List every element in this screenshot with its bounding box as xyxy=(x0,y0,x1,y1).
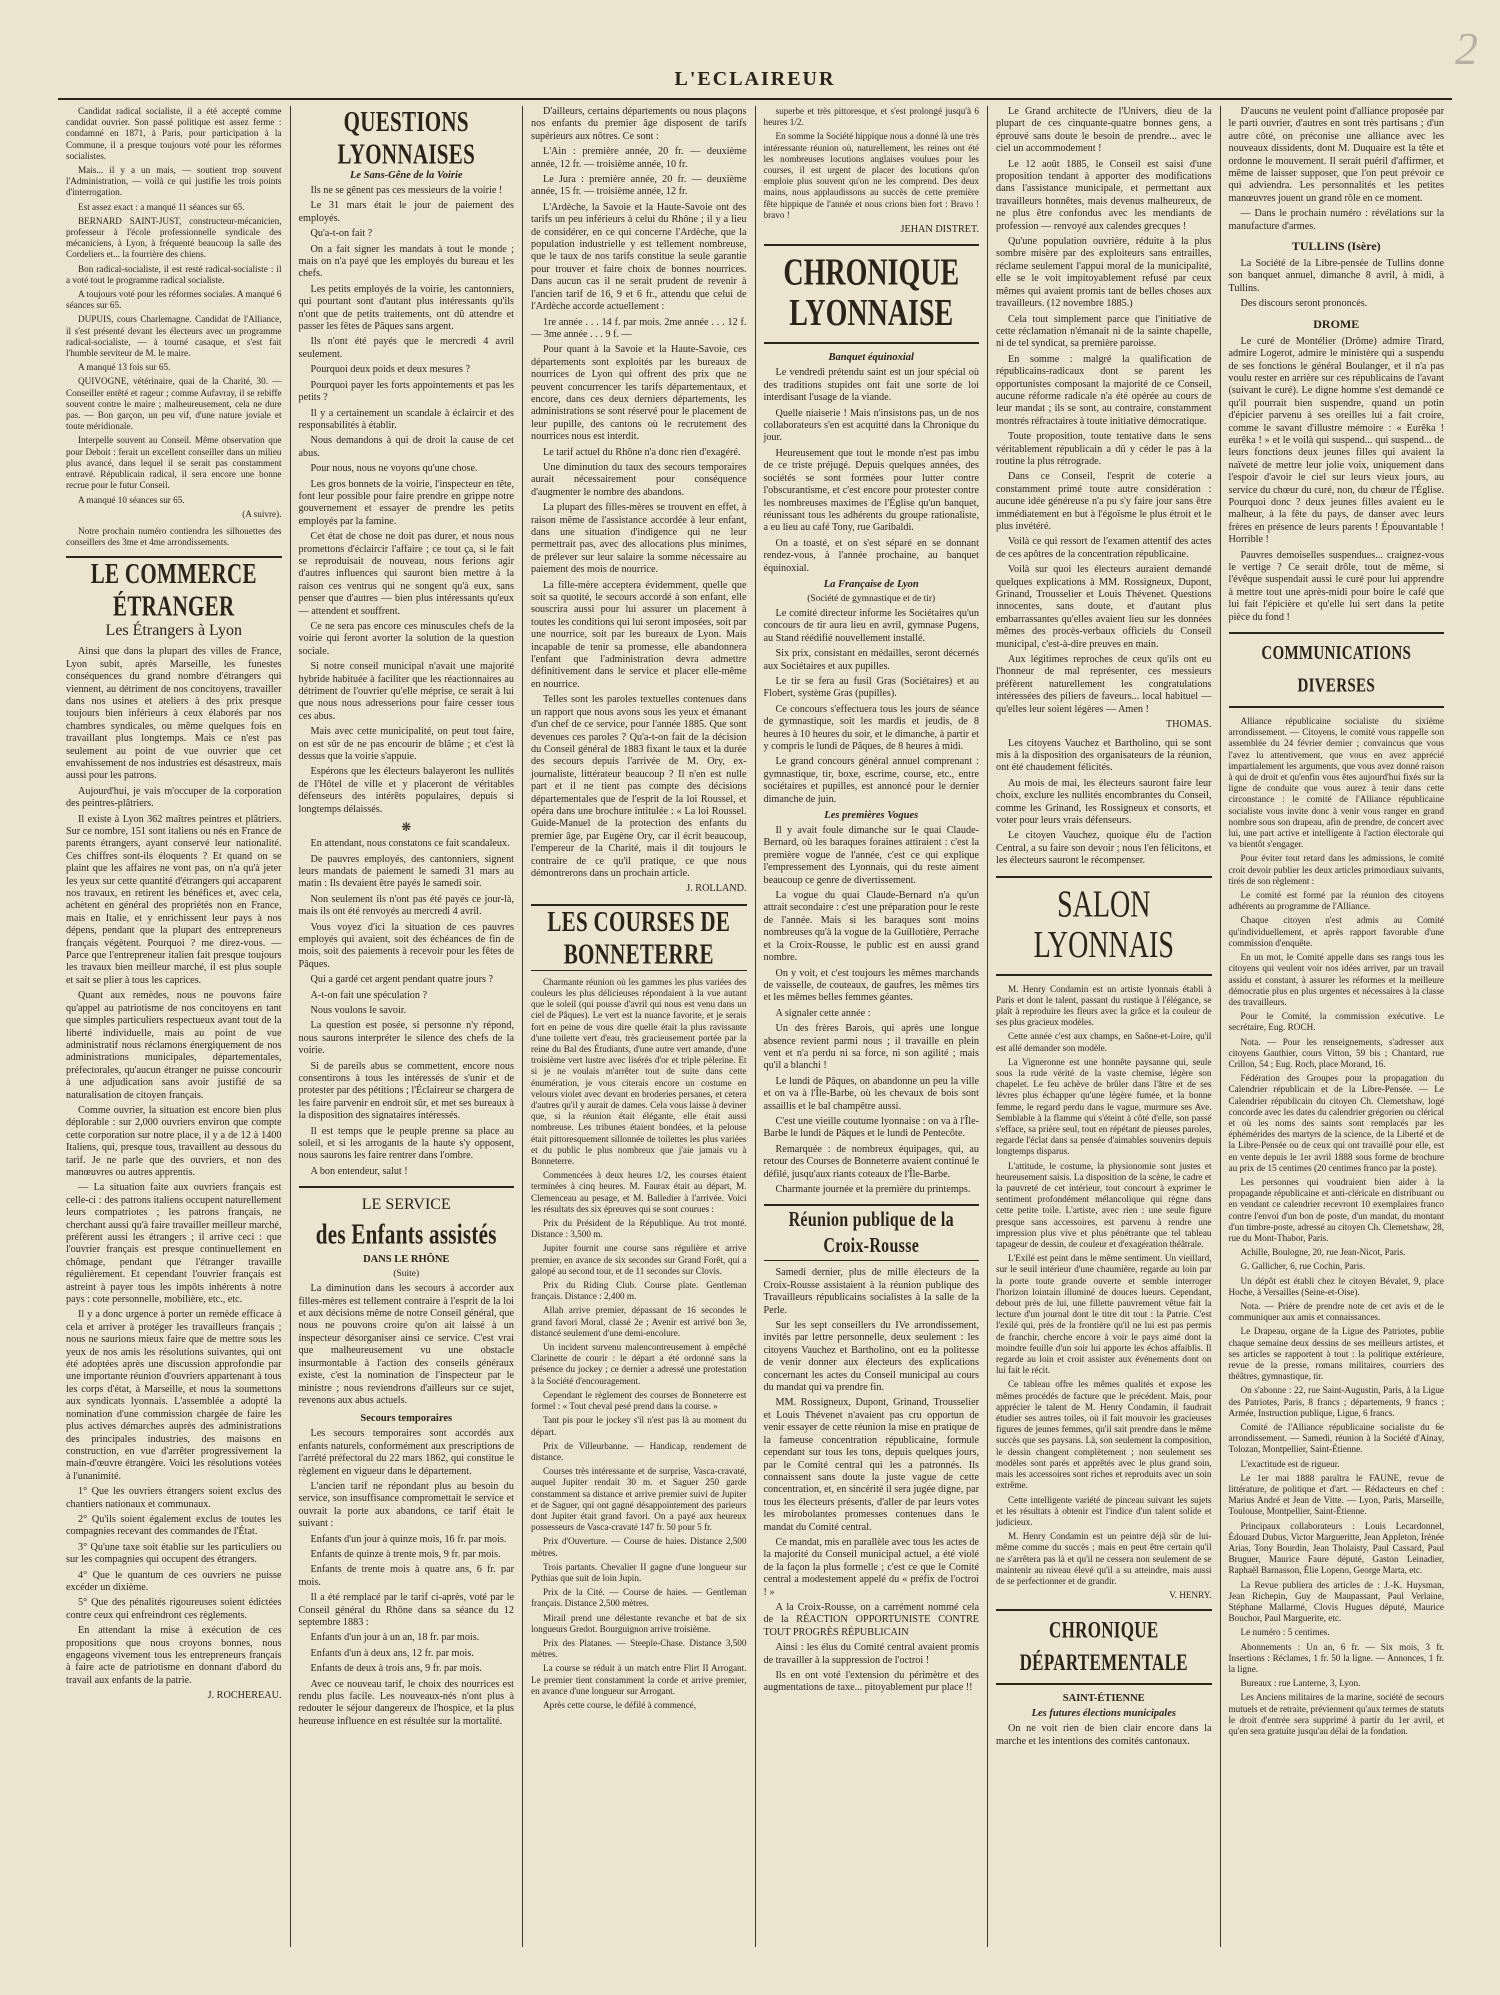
paragraph: M. Henry Condamin est un peintre déjà sûr de lui-même comme du succès ; mais en peut être certain qu'il ne s'arrêtera pas là et qu'il ne cessera non seulement de se maintenir au niveau élevé qu'il a su atteindre, mais aussi de se perfectionner et de grandir. xyxy=(996,1531,1212,1586)
paragraph: Pourquoi payer les forts appointements et pas les petits ? xyxy=(298,379,514,404)
paragraph: Cet état de chose ne doit pas durer, et nous nous promettons d'éclaircir l'affaire ; ce tout ça, si le fait se reproduisait de nouveau, nous ferions agir d'autres influences qui sauront bien mettre à la raison ces ventrus qui ne songent qu'à eux, sans penser que d'autres — bien plus intéressants qu'eux — attendent et souffrent. xyxy=(298,531,514,617)
paragraph: Un des frères Barois, qui après une longue absence revient parmi nous ; il travaille en plein vent et n'a perdu ni sa force, ni son agilité ; mais qu'il a blanchi ! xyxy=(763,1023,979,1072)
paragraph: La plupart des filles-mères se trouvent en effet, à raison même de l'assistance accordée à leur enfant, dans une situation d'indigence qui ne leur permettrait pas, avec des allocations plus minimes, de prélever sur leur salaire la somme nécessaire au paiement des mois de nourrice. xyxy=(531,502,747,576)
paragraph: Nota. — Prière de prendre note de cet avis et de le communiquer aux amis et connaissances. xyxy=(1228,1300,1444,1323)
paragraph: Le vendredi prétendu saint est un jour spécial où des traditions stupides ont fait une sorte de loi interdisant l'usage de la viande. xyxy=(763,367,979,404)
paragraph: En somme la Société hippique nous a donné là une très intéressante réunion où, naturellement, les reines ont été les nombreuses locutions anglaises voulues pour les courses, il est urgent de placer des locutions qu'on emploie plus souvent qu'on ne les comprend. Des deux mains, nous applaudissons au succès de cette première fête hippique de l'année et nous crions bien fort : Bravo ! bravo ! xyxy=(763,131,979,220)
paragraph: L'Ardèche, la Savoie et la Haute-Savoie ont des tarifs un peu inférieurs à celui du Rhône ; il y a lieu de considérer, en ce qui concerne l'Ardèche, que la population industrielle y est tellement nombreuse, que le taux de nos tarifs constitue la seule garantie pour trouver et faire choix de bonnes nourrices. Dans aucun cas il ne serait prudent de revenir à l'ancien tarif de 16, 9 et 6 fr., attendu que celui de l'Ardèche accorde actuellement : xyxy=(531,201,747,313)
paragraph: — Dans le prochain numéro : révélations sur la manufacture d'armes. xyxy=(1228,208,1444,232)
paragraph: Mirail prend une délestante revanche et bat de six longueurs Gredot. Bourguignon arrive troisième. xyxy=(531,1612,747,1634)
newspaper-title: L'ECLAIREUR xyxy=(674,68,836,90)
paragraph: Nota. — Pour les renseignements, s'adresser aux citoyens Gauthier, cours Vitton, 59 bis ; Chantard, rue Crillon, 54 ; Eug. Roch, place Morand, 16. xyxy=(1228,1036,1444,1069)
column-4 xyxy=(756,106,989,1947)
paragraph: Notre prochain numéro contiendra les silhouettes des conseillers des 3me et 4me arrondissements. xyxy=(66,525,282,548)
paragraph: On a toasté, et on s'est séparé en se donnant rendez-vous, à l'année prochaine, au banquet équinoxial. xyxy=(763,537,979,574)
paragraph: Pourquoi deux poids et deux mesures ? xyxy=(310,364,471,376)
divider xyxy=(764,1260,980,1261)
paragraph: Si de pareils abus se commettent, encore nous consentirons à tous les intéressés de s'unir et de protester par des pétitions ; l'Éclaireur se chargera de les faire parvenir en endroit sûr, et met ses bureaux à la disposition des signataires intéressés. xyxy=(298,1060,514,1122)
paragraph: Chaque citoyen n'est admis au Comité qu'individuellement, et après rapport favorable d'une commission d'enquête. xyxy=(1228,915,1444,948)
paragraph: Voilà ce qui ressort de l'examen attentif des actes de ces apôtres de la concentration républicaine. xyxy=(996,536,1212,560)
paragraph: Le citoyen Vauchez, quoique élu de l'action Central, a su faire son devoir ; nous l'en félicitons, et les électeurs sauront le récompenser. xyxy=(996,830,1212,867)
paragraph: Tant pis pour le jockey s'il n'est pas là au moment du départ. xyxy=(531,1415,747,1437)
paragraph: Ils n'ont été payés que le mercredi 4 avril seulement. xyxy=(298,336,514,360)
paragraph: L'exactitude est de rigueur. xyxy=(1240,1458,1340,1469)
paragraph: Qu'une population ouvrière, réduite à la plus sombre misère par des exploiteurs sans entrailles, réclame seulement l'appui moral de la municipalité, elle se le voit impitoyablement refusé par ceux mêmes qui avaient promis tant de belles choses aux travailleurs. (12 novembre 1885.) xyxy=(996,236,1212,310)
paragraph: On s'abonne : 22, rue Saint-Augustin, Paris, à la Ligue des Patriotes, Paris, 8 francs ; départements, 9 francs ; Armée, Instruction publique, Ligue, 6 francs. xyxy=(1228,1385,1444,1418)
paragraph: Six prix, consistant en médailles, seront décernés aux Sociétaires et aux pupilles. xyxy=(763,648,979,672)
article-subtitle: Le Sans-Gêne de la Voirie xyxy=(349,170,463,181)
paragraph: Prix d'Ouverture. — Course de haies. Distance 2,500 mètres. xyxy=(531,1536,747,1558)
paragraph: 1° Que les ouvriers étrangers soient exclus des chantiers nationaux et communaux. xyxy=(66,1486,282,1510)
paragraph: La diminution dans les secours à accorder aux filles-mères est tellement contraire à l'esprit de la loi et aux décisions même de notre Conseil général, que nous ne pouvons croire qu'on ait laissé à un inspecteur désorganiser ainsi ce service. C'est vrai que malheureusement vu une obstacle insurmontable à l'action des conseils généraux existe, c'est la nomination de l'inspecteur par le ministre ; nous reviendrons d'ailleurs sur ce sujet, revenons aux abus actuels. xyxy=(298,1283,514,1406)
paragraph: Le 12 août 1885, le Conseil est saisi d'une proposition tendant à apporter des modifications dans l'assistance municipale, et permettant aux travailleurs honnêtes, mais devenus malheureux, de ne plus être confondus avec les mendiants de profession — renvoyé aux calendes grecques ! xyxy=(996,158,1212,232)
paragraph: Le numéro : 5 centimes. xyxy=(1240,1627,1330,1638)
paragraph: DUPUIS, cours Charlemagne. Candidat de l'Alliance, il s'est présenté devant les électeurs avec un programme radical-socialiste, — à tourné casaque, et s'est fait l'humble serviteur de M. le maire. xyxy=(66,314,282,359)
paragraph: Au mois de mai, les électeurs sauront faire leur choix, exclure les nullités encombrantes du Conseil, comme les Grinand, les Rossigneux et consorts, et voter pour leurs vrais défenseurs. xyxy=(996,777,1212,826)
paragraph: Une diminution du taux des secours temporaires aurait nécessairement pour conséquence d'augmenter le nombre des abandons. xyxy=(531,461,747,498)
paragraph: La question est posée, si personne n'y répond, nous saurons interpréter le silence des chefs de la voirie. xyxy=(298,1020,514,1057)
paragraph: Jupiter fournit une course sans régulière et arrive premier, en avance de six secondes sur Grand Forêt, qui a galopé au second tour, et de 11 secondes sur Clovis. xyxy=(531,1243,747,1276)
paragraph: Prix du Riding Club. Course plate. Gentleman français. Distance : 2,400 m. xyxy=(531,1280,747,1302)
paragraph: Il y avait foule dimanche sur le quai Claude-Bernard, où les baraques foraines attiraient : c'est la première vogue de l'année, c'est ce qui explique l'empressement des Lyonnais, qui du reste aiment beaucoup ce genre de divertissement. xyxy=(763,825,979,886)
paragraph: Cette intelligente variété de pinceau suivant les sujets et les résultats à obtenir est l'indice d'un talent solide et judicieux. xyxy=(996,1494,1212,1527)
paragraph: La Revue publiera des articles de : J.-K. Huysman, Jean Richepin, Guy de Maupassant, Paul Verlaine, Stéphane Mallarmé, Clovis Hugues député, Maurice Bouchor, Paul Marguerite, etc. xyxy=(1228,1579,1444,1624)
paragraph: Qui a gardé cet argent pendant quatre jours ? xyxy=(310,974,494,986)
paragraph: Qu'a-t-on fait ? xyxy=(310,228,373,240)
paragraph: Comme ouvrier, la situation est encore bien plus déplorable : sur 2,000 ouvriers environ que compte cette corporation sur notre place, il y a de 12 à 1400 Italiens, qui, presque tous, travaillent au dessous du tarif. Je ne parle que des ouvriers, et non des manœuvres ou autres apprentis. xyxy=(66,1104,282,1178)
article-title-salon: SALON LYONNAIS xyxy=(1033,883,1174,967)
column-6 xyxy=(1221,106,1453,1947)
paragraph: Prix de la Cité. — Course de haies. — Gentleman français. Distance 2,500 mètres. xyxy=(531,1587,747,1609)
paragraph: Il est temps que le peuple prenne sa place au soleil, et si les arrogants de la haute s'y opposent, nous saurons les faire rentrer dans l'ombre. xyxy=(298,1125,514,1162)
paragraph: Le tir se fera au fusil Gras (Sociétaires) et au Flobert, système Gras (pupilles). xyxy=(763,675,979,700)
section-title: DROME xyxy=(1313,316,1360,331)
paragraph: Un dépôt est établi chez le citoyen Bévalet, 9, place Hoche, à Versailles (Seine-et-Oise). xyxy=(1228,1275,1444,1297)
paragraph: L'Ain : première année, 20 fr. — deuxième année, 12 fr. — troisième année, 10 fr. xyxy=(531,146,747,170)
signature: J. ROCHEREAU. xyxy=(207,1690,282,1702)
paragraph: Interpelle souvent au Conseil. Même observation que pour Deboit : ferait un excellent conseiller dans un milieu plus avancé, dans lequel il se serait pas constamment entravé. Républicain radical, il sera encore une bonne recrue pour le futur Conseil. xyxy=(66,435,282,491)
paragraph: Quelle niaiserie ! Mais n'insistons pas, un de nos collaborateurs s'en est acquitté dans la Chronique du jour. xyxy=(763,407,979,444)
paragraph: Pour le Comité, la commission exécutive. Le secrétaire, Eug. ROCH. xyxy=(1228,1011,1444,1033)
paragraph: Vous voyez d'ici la situation de ces pauvres employés qui avaient, soit des échéances de fin de mois, soit des paiements à recevoir pour les fêtes de Pâques. xyxy=(298,921,514,970)
paragraph: Il y a certainement un scandale à éclaircir et des responsabilités à établir. xyxy=(298,407,514,431)
article-subtitle: DANS LE RHÔNE xyxy=(363,1254,450,1266)
column-3 xyxy=(523,106,756,1947)
paragraph: Samedi dernier, plus de mille électeurs de la Croix-Rousse assistaient à la réunion publique des Travailleurs républicains socialistes à la salle de la Perle. xyxy=(763,1267,979,1316)
paragraph: La vogue du quai Claude-Bernard n'a qu'un attrait secondaire : c'est une préparation pour le reste de l'année. Mais si les baraques sont moins nombreuses qu'à la vogue de la Guillotière, Perrache et la Croix-Rousse, le public est en aussi grand nombre. xyxy=(763,890,979,964)
paragraph: Abonnements : Un an, 6 fr. — Six mois, 3 fr. Insertions : Réclames, 1 fr. 50 la ligne. — Annonces, 1 fr. la ligne. xyxy=(1228,1641,1444,1675)
paragraph: La fille-mère acceptera évidemment, quelle que soit sa quotité, le secours accordé à son enfant, elle souscrira aussi pour lui assurer un placement à toutes les conditions qui lui seront imposées, soit par une nourrice, soit par les bureaux de Lyon. Mais incapable de tenir sa promesse, elle abandonnera l'enfant que l'administration devra admettre définitivement dans le service et placer elle-même en nourrice. xyxy=(531,579,747,690)
to-be-continued: (A suivre). xyxy=(242,508,282,519)
signature: JEHAN DISTRET. xyxy=(900,224,979,236)
paragraph: Nous voulons le savoir. xyxy=(310,1004,407,1016)
paragraph: C'est une vieille coutume lyonnaise : on va à l'Île-Barbe le lundi de Pâques et le lundi de Pentecôte. xyxy=(763,1115,979,1140)
paragraph: Est assez exact : a manqué 11 séances sur 65. xyxy=(78,201,245,212)
paragraph: QUIVOGNE, vétérinaire, quai de la Charité, 30. — Conseiller entêté et rageur ; comme Aufavray, il se rebiffe souvent contre le maire ; malheureusement, cela ne dure pas. — Bon garçon, un peu vif, d'une nature joviale et toute méridionale. xyxy=(66,376,282,432)
paragraph: Bon radical-socialiste, il est resté radical-socialiste : il a voté tout le programme radical socialiste. xyxy=(66,263,282,285)
paragraph: Il y a donc urgence à porter un remède efficace à cela et arriver à protéger les travailleurs français ; nous ne saurions mieux faire que de mettre sous les yeux de nos amis les résolutions suivantes, qui ont été adoptées après une discussion approfondie par une importante réunion d'ouvriers appartenant à tous les corps d'état, à Marseille, et nous la soumettons aux syndicats lyonnais. L'assemblée a adopté la nomination d'une commission chargée de faire les plus actives démarches auprès des administrations des principales industries, des maisons en construction, en vue d'arrêter progressivement la main-d'œuvre étrangère. Voici les résolutions votées à l'unanimité. xyxy=(66,1309,282,1482)
paragraph: Aujourd'hui, je vais m'occuper de la corporation des peintres-plâtriers. xyxy=(66,785,282,810)
paragraph: Quant aux remèdes, nous ne pouvons faire qu'appel au patriotisme de nos concitoyens en tant que simples particuliers respectueux avant tout de la liberté individuelle, mais au point de vue administratif nous réclamons énergiquement de nos administrations municipales, départementales, préfectorales, qu'aucun étranger ne puisse concourir à une adjudication sans avoir justifié de sa naturalisation de citoyen français. xyxy=(66,990,282,1101)
section-subtitle: Les futures élections municipales xyxy=(1031,1708,1176,1720)
paragraph: Après cette course, le défilé à commencé, xyxy=(543,1699,697,1710)
comm-header xyxy=(1229,632,1445,708)
column-5 xyxy=(988,106,1221,1947)
paragraph: Prix des Platanes. — Steeple-Chase. Distance 3,500 mètres. xyxy=(531,1637,747,1660)
suite-label: (Suite) xyxy=(393,1269,420,1280)
paragraph: La Vigneronne est une honnête paysanne qui, seule sous la rude vérité de la vaste chemise, légère son chapelet. Le feu achève de brûler dans l'âtre et de ses lèvres plus échapper qu'une légère fumée, et la bonne femme, le regard perdu dans le vague, murmure ses Ave. Semblable à la flamme qui s'éteint à côté d'elle, son passé s'efface, sa prière seul, tout en répétant de pieuses paroles, regarde l'éclat dans sa pensée d'aimables souvenirs depuis longtemps disparus. xyxy=(996,1056,1212,1157)
paragraph: On y voit, et c'est toujours les mêmes marchands de vaisselle, de couteaux, de gaufres, les mêmes tirs et les mêmes belles femmes géantes. xyxy=(763,967,979,1004)
paragraph: Pour quant à la Savoie et la Haute-Savoie, ces départements sont exploités par les bureaux de nourrices de Lyon qui offrent des prix que ne peuvent concurrencer les tarifs départementaux, et encore, dans ces deux derniers départements, les administrations se sont réservé pour le placement de leur pupille, des cantons où le recrutement des nourrices nous est interdit. xyxy=(531,344,747,443)
paragraph: Le comité directeur informe les Sociétaires qu'un concours de tir aura lieu en avril, gymnase Pugens, au Stand réédifié nouvellement installé. xyxy=(763,607,979,644)
paragraph: Non seulement ils n'ont pas été payés ce jour-là, mais ils ont été renvoyés au mercredi 4 avril. xyxy=(298,893,514,918)
paragraph: Le lundi de Pâques, on abandonne un peu la ville et on va à l'Île-Barbe, où les chevaux de bois sont assaillis et le bal champêtre aussi. xyxy=(763,1075,979,1112)
chronique-header xyxy=(764,244,980,344)
paragraph: 1re année . . . 14 f. par mois. 2me année . . . 12 f. — 3me année . . . 9 f. — xyxy=(531,316,747,340)
paragraph: Toute proposition, toute tentative dans le sens véritablement républicain a dû y céder le pas à la routine la plus rétrograde. xyxy=(996,431,1212,467)
paragraph: Cependant le règlement des courses de Bonneterre est formel : « Tout cheval pesé prend dans la course. » xyxy=(531,1389,747,1412)
paragraph: Le curé de Montélier (Drôme) admire Tirard, admire Logerot, admire le ministère qui a suspendu de ses fonctions le général Boulanger, et il n'a pas voulu rester en arrière sur ces républicains de l'avant (suivant le curé). Le digne homme s'est demandé ce qu'il pourrait bien suspendre, quand un potin d'épicier parvenu à ses oreilles lui a fait croire, comme le savant d'illustre mémoire : « Eurêka ! eurêka ! » et le voilà qui suspend... qui suspend... de leurs fonctions deux jeunes filles qui avaient la naïveté de mettre leur jolie voix, uniquement dans l'espoir d'avoir le ciel sur leurs vieux jours, au service du chœur du curé, non, du chœur de l'Église. Pourquoi donc ? deux jeunes filles avaient eu le malheur, à la fête du pays, de danser avec leurs frères en présence de leurs parents ! Épouvantable ! Horrible ! xyxy=(1228,335,1444,546)
divider xyxy=(764,1204,980,1206)
paragraph: Les gros bonnets de la voirie, l'inspecteur en tête, font leur possible pour faire prendre en grippe notre gouvernement et essayer de prendre les petits employés par la famine. xyxy=(298,478,514,527)
paragraph: Les secours temporaires sont accordés aux enfants naturels, conformément aux prescriptions de l'arrêté préfectoral du 22 mars 1862, qui constitue le règlement en vigueur dans le département. xyxy=(298,1428,514,1477)
paragraph: A bon entendeur, salut ! xyxy=(310,1165,408,1177)
paragraph: Aux légitimes reproches de ceux qu'ils ont eu l'honneur de mal représenter, ces messieurs préfèrent naturellement les congratulations intéressées des piliers de faveurs... local habituel — qu'elles leur soient légères — Amen ! xyxy=(996,654,1212,715)
paragraph: 5° Que des pénalités rigoureuses soient édictées contre ceux qui enfreindront ces règlements. xyxy=(66,1597,282,1621)
paragraph: Les Anciens militaires de la marine, société de secours mutuels et de retraite, préviennent qu'aux termes de statuts le droit d'entrée sera supprimé à partir du 1er avril, et qu'en sera gratuite jusqu'au délai de la fondation. xyxy=(1228,1692,1444,1737)
paragraph: G. Gallicher, 6, rue Cochin, Paris. xyxy=(1240,1261,1366,1272)
paragraph: Prix de Villeurbanne. — Handicap, rendement de distance. xyxy=(531,1440,747,1462)
paragraph: Il a été remplacé par le tarif ci-après, voté par le Conseil général du Rhône dans sa séance du 12 septembre 1883 : xyxy=(298,1592,514,1628)
paragraph: Cela tout simplement parce que l'initiative de cette réclamation n'émanait ni de la sainte chapelle, ni de tel syndicat, sa première paroisse. xyxy=(996,313,1212,350)
paragraph: Le 1er mai 1888 paraîtra le FAUNE, revue de littérature, de politique et d'art. — Rédacteurs en chef : Marius André et Jean de Vitte. — Lyon, Paris, Marseille, Toulouse, Montpellier, Saint-Étienne. xyxy=(1228,1472,1444,1517)
depart-header xyxy=(996,1609,1212,1685)
paragraph: D'aucuns ne veulent point d'alliance proposée par le parti ouvrier, d'autres en sont très partisans ; d'un autre côté, on préconise une alliance avec les nouveaux dissidents, dont M. Duquaire est la tête et ordonne le mouvement. Il serait puéril d'affirmer, et même de laisser supposer, que l'on peut prévoir ce qui adviendra. Les personnalités et les petites manœuvres jouent un grand rôle en ce moment. xyxy=(1228,106,1444,204)
paragraph: Ce mandat, mis en parallèle avec tous les actes de la majorité du Conseil municipal actuel, a été violé de la façon la plus formelle ; c'est ce que le Comité central a modestement appelé du « préfix de l'octroi ! » xyxy=(763,1536,979,1598)
paragraph: Le Drapeau, organe de la Ligue des Patriotes, publie chaque semaine deux dessins de ses meilleurs artistes, et ses articles se rapportent à tout : la politique extérieure, revue de la presse, romans militaires, courriers des théâtres, gymnastique, tir. xyxy=(1228,1326,1444,1382)
paragraph: Espérons que les électeurs balayeront les nullités de l'Hôtel de ville et y placeront de véritables défenseurs des intérêts populaires, depuis si longtemps délaissés. xyxy=(298,766,514,815)
paragraph: BERNARD SAINT-JUST, constructeur-mécanicien, professeur à l'école professionnelle syndicale des mécaniciens, à Lyon, à fréquenté beaucoup la salle des Cordeliers et... la fourrière des chiens. xyxy=(66,215,282,260)
paragraph: En somme : malgré la qualification de républicains-radicaux dont se parent les opportunistes composant la majorité de ce Conseil, aucune réforme radicale n'a été opérée au cours de leur mandat ; ils se sont, au contraire, constamment montrés réfractaires à toute initiative démocratique. xyxy=(996,353,1212,427)
paragraph: M. Henry Condamin est un artiste lyonnais établi à Paris et dont le talent, passant du rustique à l'élégance, se plaît à reproduire les fleurs avec la grâce et la couleur de ses plus gracieux modèles. xyxy=(996,983,1212,1028)
paragraph: Ce ne sera pas encore ces minuscules chefs de la voirie qui feront avorter la solution de la question sociale. xyxy=(298,621,514,657)
paragraph: Principaux collaborateurs : Louis Lecardonnel, Édouard Dubus, Victor Margueritte, Jean Appleton, Irénée Arias, Tony Bourdin, Jean Tholaisty, Paul Cassard, Paul Bruguer, Maurice Faure député, Gaston Leinadier, Raphaël Barnasson, Élie Lopeno, George Marta, etc. xyxy=(1228,1520,1444,1576)
section-title: Secours temporaires xyxy=(360,1413,453,1425)
section-title: La Française de Lyon xyxy=(823,578,919,590)
paragraph: A signaler cette année : xyxy=(775,1007,871,1019)
paragraph: Les citoyens Vauchez et Bartholino, qui se sont mis à la disposition des organisateurs de la réunion, ont été chaudement félicités. xyxy=(996,737,1212,774)
paragraph: Avec ce nouveau tarif, le choix des nourrices est rendu plus facile. Les nouveaux-nés n'ont plus à redouter le séjour dangereux de l'hospice, et la plus heureuse influence en est résultée sur la mortalité. xyxy=(298,1678,514,1727)
section-subtitle: (Société de gymnastique et de tir) xyxy=(807,593,936,604)
paragraph: Un incident survenu malencontreusement à empêché Clarinette de courir : le départ a été ordonné sans la présence du jockey ; ce dernier a adressé une protestation à la Société d'encouragement. xyxy=(531,1342,747,1386)
signature: THOMAS. xyxy=(1165,719,1212,731)
paragraph: A la Croix-Rousse, on a carrément nommé cela de la RÉACTION OPPORTUNISTE CONTRE TOUT PROGRÈS RÉPUBLICAIN xyxy=(763,1601,979,1638)
ornament-icon: ❋ xyxy=(401,820,412,835)
paragraph: superbe et très pittoresque, et s'est prolongé jusqu'à 6 heures 1/2. xyxy=(763,106,979,128)
salon-header xyxy=(996,876,1212,976)
paragraph: Achille, Boulogne, 20, rue Jean-Nicot, Paris. xyxy=(1240,1247,1406,1258)
divider xyxy=(299,1186,515,1188)
paragraph: Ce concours s'effectuera tous les jours de séance de gymnastique, soit les mardis et jeudis, de 8 heures à 10 heures du soir, et le dimanche, à partir et y compris le lundi de Pâques, de 8 heures à midi. xyxy=(763,703,979,752)
paragraph: — La situation faite aux ouvriers français est celle-ci : des patrons italiens occupent naturellement leurs compatriotes ; les patrons français, ne cherchant aussi qu'à faire travailler meilleur marché, préfèrent aussi les étrangers ; il arrive ceci : que l'ouvrier français est presque continuellement en chômage, pendant que l'étranger travaille régulièrement. Et cependant l'ouvrier français est astreint à payer tous les impôts inhérents à notre pays : cote personnelle, mobilière, etc., etc. xyxy=(66,1182,282,1306)
article-kicker: LE SERVICE xyxy=(361,1196,451,1214)
paragraph: Remarquée : de nombreux équipages, qui, au retour des Courses de Bonneterre avaient continué le défilé, jusqu'aux riants coteaux de l'Île-Barbe. xyxy=(763,1143,979,1180)
article-title-reunion: Réunion publique de la Croix-Rousse xyxy=(788,1209,954,1258)
paragraph: Enfants d'un à deux ans, 12 fr. par mois. xyxy=(310,1647,474,1659)
paragraph: L'ancien tarif ne répondant plus au besoin du service, son insuffisance compromettait le service et ouvrait la porte aux abandons, ce tarif était le suivant : xyxy=(298,1480,514,1530)
article-subtitle: Les Étrangers à Lyon xyxy=(105,622,242,640)
paragraph: D'ailleurs, certains départements ou nous plaçons nos enfants du premier âge disposent de tarifs supérieurs aux nôtres. Ce sont : xyxy=(531,106,747,142)
paragraph: Ils ne se gênent pas ces messieurs de la voirie ! xyxy=(310,185,503,196)
paragraph: Dans ce Conseil, l'esprit de coterie a constamment primé toute autre considération : aucune idée généreuse n'a pu s'y faire jour sans être immédiatement en but à l'égoïsme le plus étroit et le plus invétéré. xyxy=(996,471,1212,532)
paragraph: Ils en ont voté l'extension du périmètre et des augmentations de taxe... pitoyablement pur place !! xyxy=(763,1670,979,1694)
paragraph: Les personnes qui voudraient bien aider à la propagande républicaine et anti-cléricale en distribuant ou en vendant ce calendrier recevront 10 exemplaires franco contre l'envoi d'un bon de poste, d'un mandat, du montant d'un timbre-poste, adressé au citoyen Ch. Clemetshaw, 28, rue du Mont-Thabor, Paris. xyxy=(1228,1176,1444,1243)
paragraph: Le comité est formé par la réunion des citoyens adhérents au programme de l'Alliance. xyxy=(1228,890,1444,912)
paragraph: Ce tableau offre les mêmes qualités et expose les mêmes procédés de facture que le précédent. Mais, pour apprécier le talent de M. Henry Condamin, il faudrait étudier ses autres toiles, où il fait mouvoir les gracieuses figures de jeunes femmes, qu'il sait prendre dans le même succès que ses paysans. Là, son seulement la composition, le dessin changent complètement ; non seulement ses modèles sont parés et apprêtés avec le plus grand soin, mais les accessoires sont riches et reproduits avec un soin extrême. xyxy=(996,1379,1212,1491)
paragraph: Des discours seront prononcés. xyxy=(1240,298,1368,310)
paragraph: Mais... il y a un mais, — soutient trop souvent l'Administration, — voilà ce qui justifie les trois points d'interrogation. xyxy=(66,165,282,198)
article-title-courses: LES COURSES DE BONNETERRE xyxy=(547,905,731,971)
article-commerce xyxy=(66,646,282,1702)
paragraph: 3° Qu'une taxe soit établie sur les particuliers ou sur les compagnies qui occupent des étrangers. xyxy=(66,1541,282,1566)
paragraph: Bureaux : rue Lanterne, 3, Lyon. xyxy=(1240,1678,1361,1689)
paragraph: On ne voit rien de bien clair encore dans la marche et les intentions des comités cantonaux. xyxy=(996,1723,1212,1747)
paragraph: Heureusement que tout le monde n'est pas imbu de ce triste préjugé. Depuis quelques années, des sociétés se sont formées pour lutter contre l'obscurantisme, et c'est encore pour protester contre les nombreuses maximes de l'Église qu'un banquet, réunissant tous les adhérents du groupe rationaliste, a eu lieu au café Tony, rue Garibaldi. xyxy=(763,447,979,534)
paragraph: A manqué 10 séances sur 65. xyxy=(78,494,185,505)
paragraph: Sur les sept conseillers du IVe arrondissement, invités par lettre personnelle, deux seulement : les citoyens Vauchez et Bartholino, ont eu la politesse de venir donner aux électeurs des explications concernant les actes du Conseil municipal au cours du mandat qui va prendre fin. xyxy=(763,1320,979,1394)
paragraph: 2° Qu'ils soient également exclus de toutes les compagnies recevant des commandes de l'État. xyxy=(66,1513,282,1538)
article-title-chronique: CHRONIQUE LYONNAISE xyxy=(783,252,960,335)
paragraph: A-t-on fait une spéculation ? xyxy=(310,989,428,1001)
paragraph: En attendant la mise à exécution de ces propositions que nous croyons bonnes, nous engageons vivement tous les entrepreneurs français à faire acte de patriotisme en donnant d'abord du travail aux enfants de la patrie. xyxy=(66,1625,282,1686)
paragraph: Ainsi que dans la plupart des villes de France, Lyon subit, après Marseille, les funestes conséquences du grand nombre d'étrangers qui viennent, au détriment de nos concitoyens, travailler dans nos usines et ateliers à des prix presque toujours bien inférieurs à ceux élaborés par nos chambres syndicales, ou même quelques fois en travaillant plus longtemps. Mais ce n'est pas seulement au point de vue ouvrier que cet envahissement de nos industries est désastreux, mais aussi pour les patrons. xyxy=(66,646,282,782)
paragraph: Courses très intéressante et de surprise, Vasca-cravaté, auquel Jupiter rendait 30 m. et Saguer 250 garde constamment sa distance et arrive premier suivi de Jupiter et de Saguer, qui ont gagné désappointement des parieurs dont Jupiter était grand favori. On a payé aux heureux possesseurs de Vasca-cravaté 147 fr. 50 pour 5 fr. xyxy=(531,1466,747,1533)
paragraph: Trois partants. Chevalier II gagne d'une longueur sur Pythias que suit de loin Jupin. xyxy=(531,1561,747,1583)
paragraph: Nous demandons à qui de droit la cause de cet abus. xyxy=(298,435,514,459)
section-title: Banquet équinoxial xyxy=(828,352,914,364)
article-title-service: des Enfants assistés xyxy=(315,1218,497,1251)
paragraph: A toujours voté pour les réformes sociales. A manqué 6 séances sur 65. xyxy=(66,289,282,311)
signature: V. HENRY. xyxy=(1169,1590,1212,1601)
paragraph: Commencées à deux heures 1/2, les courses étaient terminées à cinq heures. M. Faurax était au départ, M. Clemenceau au pesage, et M. Balledier à l'arrivée. Voici les résultats des six épreuves qui se sont courues : xyxy=(531,1170,747,1214)
paragraph: En un mot, le Comité appelle dans ses rangs tous les citoyens qui veulent voir nos idées arriver, par un travail assidu et constant, à assurer les réformes et la meilleure démocratie plus en plus urgentes et nécessaires à la classe des travailleurs. xyxy=(1228,952,1444,1007)
paragraph: Le tarif actuel du Rhône n'a donc rien d'exagéré. xyxy=(543,446,741,458)
paragraph: La course se réduit à un match entre Flirt II Arrogant. Le premier tient constamment la corde et arrive premier, en avance d'une longueur sur Arrogant. xyxy=(531,1663,747,1696)
columns xyxy=(58,106,1452,1947)
paragraph: Les petits employés de la voirie, les cantonniers, qui pourtant sont d'autant plus intéressants qu'ils n'ont que de petits traitements, ont dû attendre et passer les fêtes de Pâques sans argent. xyxy=(298,283,514,333)
paragraph: Voilà sur quoi les électeurs auraient demandé quelques explications à MM. Rossigneux, Dupont, Grinand, Trousselier et Louis Thévenet. Questions innocentes, sans doute, et d'autant plus embarrassantes qu'elles avaient lieu sur les données mêmes des procès-verbaux officiels du Conseil municipal, c'est-à-dire preuves en main. xyxy=(996,564,1212,650)
paragraph: Il existe à Lyon 362 maîtres peintres et plâtriers. Sur ce nombre, 151 sont italiens ou nés en France de parents étrangers, ayant conservé leur nationalité. Ces chiffres sont-ils éloquents ? Et quand on se plaint que les affaires ne vont pas, on n'a qu'à jeter les yeux sur cette quantité d'étrangers qui accaparent nos travaux, en retirent les bénéfices et, avec cela, achètent en général des propriétés non en France, mais en Italie, et y enrichissent leur pays à nos dépens, pendant que la plupart des entrepreneurs français végètent. Pourquoi ? me direz-vous. — Parce que l'entrepreneur italien fait presque toujours les travaux bien meilleur marché, il est plus souple et sait se plier à tous les caprices. xyxy=(66,813,282,986)
paragraph: Pour éviter tout retard dans les admissions, le comité croit devoir publier les deux articles primordiaux suivants, tirés de son règlement : xyxy=(1228,853,1444,886)
column-2 xyxy=(291,106,524,1947)
masthead xyxy=(58,68,1452,100)
paragraph: Le Grand architecte de l'Univers, dieu de la plupart de ces cinquante-quatre bonnes gens, a éprouvé sans doute le besoin de prendre... avec le ciel un accommodement ! xyxy=(996,106,1212,155)
paragraph: Enfants d'un jour à quinze mois, 16 fr. par mois. xyxy=(310,1533,507,1545)
paragraph: Enfants d'un jour à un an, 18 fr. par mois. xyxy=(310,1632,480,1644)
paragraph: Ainsi : les élus du Comité central avaient promis de travailler à la suppression de l'octroi ! xyxy=(763,1642,979,1666)
article-title-questions: QUESTIONS LYONNAISES xyxy=(337,106,476,171)
paragraph: Le 31 mars était le jour de paiement des employés. xyxy=(298,200,514,224)
section-title: SAINT-ÉTIENNE xyxy=(1062,1693,1145,1705)
paragraph: Le Jura : première année, 20 fr. — deuxième année, 15 fr. — troisième année, 12 fr. xyxy=(531,174,747,198)
paragraph: Charmante journée et la première du printemps. xyxy=(775,1184,971,1195)
section-title: Les premières Vogues xyxy=(824,810,919,822)
paragraph: On a fait signer les mandats à tout le monde ; mais on n'a payé que les employés du bureau et les chefs. xyxy=(298,243,514,280)
paragraph: A manqué 13 fois sur 65. xyxy=(78,362,171,373)
paragraph: Fédération des Groupes pour la propagation du Calendrier républicain et de la Libre-Pensée. — Le Calendrier républicain du citoyen Ch. Clemetshaw, logé concorde avec les dates du calendrier grégorien ou clérical et où les noms des saints sont remplacés par les éphémérides des martyrs de la science, de la Liberté et de la Libre-Pensée ou de ceux qui ont travaillé pour elle, est en vente depuis le 1er avril 1888 sous forme de brochure au prix de 15 centimes (20 centimes franco par la poste). xyxy=(1228,1073,1444,1173)
paragraph: L'attitude, le costume, la physionomie sont justes et heureusement saisis. La disposition de la scène, le cadre et la pauvreté de cet intérieur, tout concourt à exprimer le sentiment profondément mélancolique qui règne dans cette petite toile. L'artiste, avec rien : une seule figure presque sans accessoires, est parvenu à rendre une impression plus vive et plus pénétrante que tel tableau tapageur de dessin, de couleur et d'exagération théâtrale. xyxy=(996,1160,1212,1250)
paragraph: Enfants de quinze à trente mois, 9 fr. par mois. xyxy=(310,1548,501,1560)
paragraph: Candidat radical socialiste, il a été accepté comme candidat ouvrier. Son passé politique est assez ferme : condamné en 1871, à Paris, pour participation à la Commune, il a presque toujours voté pour les réformes socialistes. xyxy=(66,106,282,161)
paragraph: Pauvres demoiselles suspendues... craignez-vous le vertige ? Ce serait drôle, tout de même, si l'évêque suspendait aussi le curé pour lui apprendre à mettre tout une après-midi pour boire le café que lui fait l'épicière et qu'elle lui sert dans la petite pièce du fond ! xyxy=(1228,549,1444,623)
paragraph: Cette année c'est aux champs, en Saône-et-Loire, qu'il est allé demander son modèle. xyxy=(996,1031,1212,1053)
paragraph: Si notre conseil municipal n'avait une majorité hybride habituée à faciliter que les réactionnaires au détriment de l'ouvrier qu'elle méprise, ce serait à lui que nous nous adresserions pour faire cesser tous ces abus. xyxy=(298,661,514,722)
paragraph: L'Exilé est peint dans le même sentiment. Un vieillard, sur le seuil intérieur d'une chaumière, regarde au loin par la porte toute grande ouverte et semble interroger l'horizon lointain illuminé de douces lueurs. Cependant, debout près de lui, une fillette pauvrement vêtue fait la lecture d'un journal dont le titre dit tout : la Patrie. C'est l'exilé qui, près de la frontière qu'il ne lui est pas permis de franchir, cherche encore à voir le pays aimé dont la moindre feuille d'un soir lui apporte les échos affaiblis. Il regarde au loin et croit assister aux événements dont on lui fait le récit. xyxy=(996,1253,1212,1376)
section-title: TULLINS (Isère) xyxy=(1291,239,1381,254)
paragraph: Allah arrive premier, dépassant de 16 secondes le grand favori Moral, classé 2e ; Avenir est arrivé bon 3e, distancé seulement d'une demi-encolure. xyxy=(531,1305,747,1338)
paragraph: De pauvres employés, des cantonniers, signent leurs mandats de paiement le samedi 31 mars au matin : Ils devaient être payés le samedi soir. xyxy=(298,853,514,890)
paragraph: Le grand concours général annuel comprenant : gymnastique, tir, boxe, escrime, course, etc., entre sociétaires et pupilles, est annoncé pour le dernier dimanche de juin. xyxy=(763,756,979,805)
paragraph: 4° Que le quantum de ces ouvriers ne puisse excéder un dixième. xyxy=(66,1569,282,1593)
page-number: 2 xyxy=(1455,23,1478,74)
article-title-communications: COMMUNICATIONS DIVERSES xyxy=(1261,643,1412,698)
paragraph: Telles sont les paroles textuelles contenues dans un rapport que nous avons sous les yeux et émanant d'un chef de ce service, pour l'année 1885. Que sont devenues ces paroles ? Qu'a-t-on fait de la décision du Conseil général de 1883 fixant le taux et la durée des secours depuis l'arrivée de M. Ory, ex-journaliste, littérateur beaucoup ? Il n'en est nulle part et il ne tient pas compte des décisions départementales que de l'esprit de la loi Roussel, et opéra dans une brochure intitulée : « La loi Roussel. Guide-Manuel de la protection des enfants du premier âge, par Eugène Ory, car il écrit beaucoup, l'empereur de la Charité, mais il dit toujours le contraire de ce qu'il pratique, ce que nous démontrerons dans un prochain article. xyxy=(531,694,747,879)
paragraph: Alliance républicaine socialiste du sixième arrondissement. — Citoyens, le comité vous rappelle son assemblée du 24 février dernier ; convaincus que vous l'avez lu attentivement, que vous en avez apprécié impartialement les arguments, que vous avez donné raison à qui de droit et qu'enfin vous êtes aujourd'hui fixés sur la ligne de conduite que vous aurez à tenir dans cette circonstance : le comité de l'Alliance républicaine socialiste vous invite donc à venir vous ranger en grand nombre sous son drapeau, afin de prendre, de concert avec lui, une part active et intelligente à l'action électorale qui va bientôt s'engager. xyxy=(1228,716,1444,850)
candidates-block xyxy=(66,106,282,548)
signature: J. ROLLAND. xyxy=(686,883,747,895)
paragraph: Charmante réunion où les gammes les plus variées des couleurs les plus délicieuses répondaient à la vue autant que le soleil (qui pousse d'avril qui nous est venu dans un ciel de Pâques). Le vert est la nuance favorite, et je serais fort en peine de vous dire quelle était la plus ravissante d'une toilette vert d'eau, très gracieusement portée par la reine du Bal des Étudiants, d'une autre vert amande, d'une troisième vert lustre avec lisérés d'or et triple pèlerine. Et si je ne voulais m'arrêter tout de suite dans cette énumération, je vous citerais encore un costume en velours violet avec devant en broderies persanes, et cetera d'autres qu'il y aurait de dames. Cela vous laisse à deviner que, si la réunion était élégante, elle était aussi nombreuse. Les tribunes étaient bondées, et la pelouse était pittoresquement sillonnée de toilettes les plus variées et du public le plus nombreux que j'aie jamais vu à Bonneterre. xyxy=(531,976,747,1167)
article-title-departementale: CHRONIQUE DÉPARTEMENTALE xyxy=(1019,1617,1188,1676)
paragraph: La Société de la Libre-pensée de Tullins donne son banquet annuel, dimanche 8 avril, à midi, à Tullins. xyxy=(1228,258,1444,294)
paragraph: Prix du Président de la République. Au trot monté. Distance : 3,500 m. xyxy=(531,1218,747,1240)
column-1 xyxy=(58,106,291,1947)
paragraph: MM. Rossigneux, Dupont, Grinand, Trousselier et Louis Thévenet n'avaient pas cru opportun de venir essayer de cette réunion la mise en pratique de la fameuse concentration républicaine, formule cependant sur tous les tons, depuis quelques jours, par le Comité central qui les a patronnés. Ils connaissent sans doute la juste vague de cette concentration, et, en sincérité il sera jugée digne, par tous les électeurs présents, d'aller de par leurs votes les mirobolantes promesses contenues dans le mandat du Comité central. xyxy=(763,1397,979,1533)
paragraph: Mais avec cette municipalité, on peut tout faire, on est sûr de ne pas encourir de blâme ; et c'est là dessus que la voirie s'appuie. xyxy=(298,726,514,763)
paragraph: Enfants de trente mois à quatre ans, 6 fr. par mois. xyxy=(298,1564,514,1588)
paragraph: En attendant, nous constatons ce fait scandaleux. xyxy=(310,838,510,850)
paragraph: Enfants de deux à trois ans, 9 fr. par mois. xyxy=(310,1663,482,1675)
paragraph: Comité de l'Alliance républicaine socialiste du 6e arrondissement. — Samedi, réunion à la Société d'Ainay, Tolozan, Montpellier, Saint-Étienne. xyxy=(1228,1422,1444,1455)
paragraph: Pour nous, nous ne voyons qu'une chose. xyxy=(310,463,478,475)
article-title-commerce: LE COMMERCE ÉTRANGER xyxy=(90,557,257,623)
